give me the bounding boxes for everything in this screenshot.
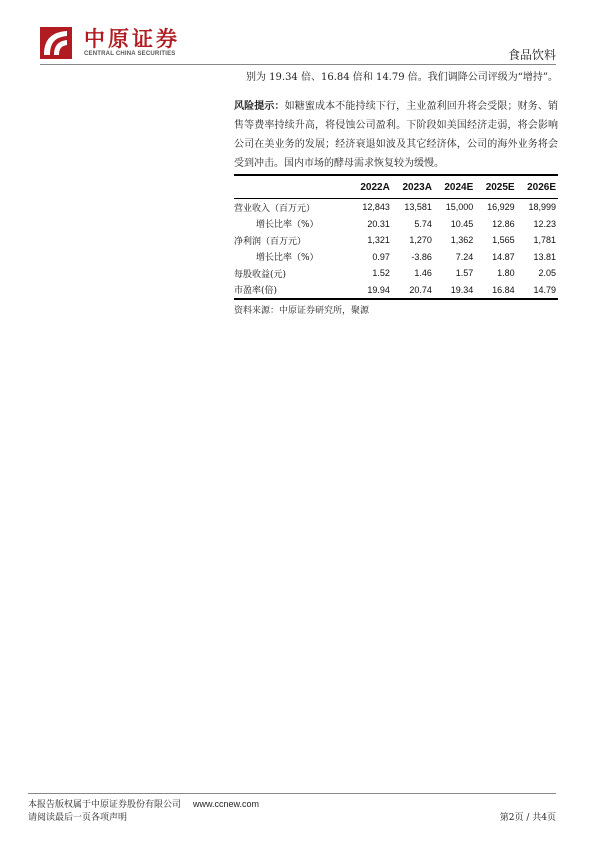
table-cell: 12.23	[533, 218, 556, 229]
table-cell: 1,321	[367, 235, 390, 246]
table-cell: 13.81	[533, 251, 556, 262]
table-cell: 18,999	[528, 202, 556, 213]
table-cell: 15,000	[445, 202, 474, 213]
table-row	[234, 265, 558, 282]
table-header-row	[234, 175, 558, 199]
table-cell: 1.46	[414, 268, 432, 279]
row-label: 营业收入（百万元）	[234, 203, 316, 214]
table-header-cell: 2022A	[360, 181, 390, 193]
footer-disclaimer: 请阅读最后一页各项声明	[28, 813, 128, 823]
valuation-text: 别为 19.34 倍、16.84 倍和 14.79 倍。我们调降公司评级为“增持”。	[245, 72, 558, 83]
table-source-note: 资料来源：中原证券研究所，聚源	[234, 306, 370, 316]
company-logo	[40, 27, 190, 61]
table-cell: 13,581	[404, 202, 432, 213]
table-header-cell: 2023A	[402, 181, 432, 193]
company-logo-mark-icon	[40, 27, 72, 59]
table-cell: 1,565	[492, 235, 515, 246]
table-cell: 20.31	[367, 218, 390, 229]
table-row	[234, 216, 558, 233]
row-label: 增长比率（%）	[256, 253, 319, 264]
table-cell: 7.24	[455, 251, 474, 262]
page-number: 第2页 / 共4页	[499, 813, 556, 823]
table-cell: 12,843	[362, 202, 390, 213]
table-cell: 1.57	[455, 268, 474, 279]
forecast-table-container	[234, 174, 558, 316]
table-cell: -3.86	[411, 251, 432, 262]
table-cell: 12.86	[492, 218, 515, 229]
table-cell: 16,929	[487, 202, 515, 213]
risk-paragraph	[234, 97, 558, 173]
table-cell: 10.45	[450, 218, 474, 229]
table-cell: 1.52	[372, 268, 390, 279]
table-cell: 1.80	[497, 268, 515, 279]
table-header-cell: 2026E	[527, 181, 556, 193]
table-cell: 1,362	[450, 235, 474, 246]
row-label: 市盈率(倍)	[234, 286, 278, 297]
table-cell: 14.79	[533, 284, 556, 295]
logo-english-name: CENTRAL CHINA SECURITIES	[84, 51, 176, 57]
footer-website-link[interactable]: www.ccnew.com	[193, 799, 260, 809]
table-cell: 14.87	[492, 251, 515, 262]
table-cell: 19.34	[450, 284, 474, 295]
table-header-cell	[234, 175, 350, 199]
footer-copyright: 本报告版权属于中原证券股份有限公司	[28, 800, 182, 810]
row-label: 净利润（百万元）	[234, 236, 307, 247]
row-label: 每股收益(元)	[234, 269, 287, 280]
risk-text: 如糖蜜成本不能持续下行，主业盈利回升将会受限；财务、销售等费率持续升高，将侵蚀公司盈利。下阶段如美国经济走弱，将会影响公司在美业务的发展；经济衰退如波及其它经济体，公司的海外业务将会受到冲击。国内市场的酵母需求恢复较为缓慢。	[234, 101, 559, 169]
table-cell: 1,781	[533, 235, 556, 246]
table-row	[234, 282, 558, 300]
table-row	[234, 199, 558, 216]
footer-divider	[28, 793, 556, 794]
section-title: 食品饮料	[507, 48, 556, 62]
header-divider	[40, 64, 556, 65]
forecast-table	[234, 174, 558, 300]
footer-copyright-line	[28, 797, 259, 810]
table-row	[234, 232, 558, 249]
row-label: 增长比率（%）	[256, 220, 319, 231]
table-row	[234, 249, 558, 266]
table-cell: 2.05	[538, 268, 556, 279]
logo-chinese-name: 中原证券	[84, 26, 180, 51]
table-header-cell: 2025E	[485, 181, 515, 193]
table-cell: 20.74	[409, 284, 432, 295]
table-cell: 19.94	[367, 284, 390, 295]
table-cell: 0.97	[372, 251, 390, 262]
risk-heading: 风险提示：	[234, 101, 285, 112]
table-cell: 5.74	[414, 218, 432, 229]
table-cell: 16.84	[492, 284, 515, 295]
table-cell: 1,270	[409, 235, 432, 246]
table-header-cell: 2024E	[444, 181, 474, 193]
